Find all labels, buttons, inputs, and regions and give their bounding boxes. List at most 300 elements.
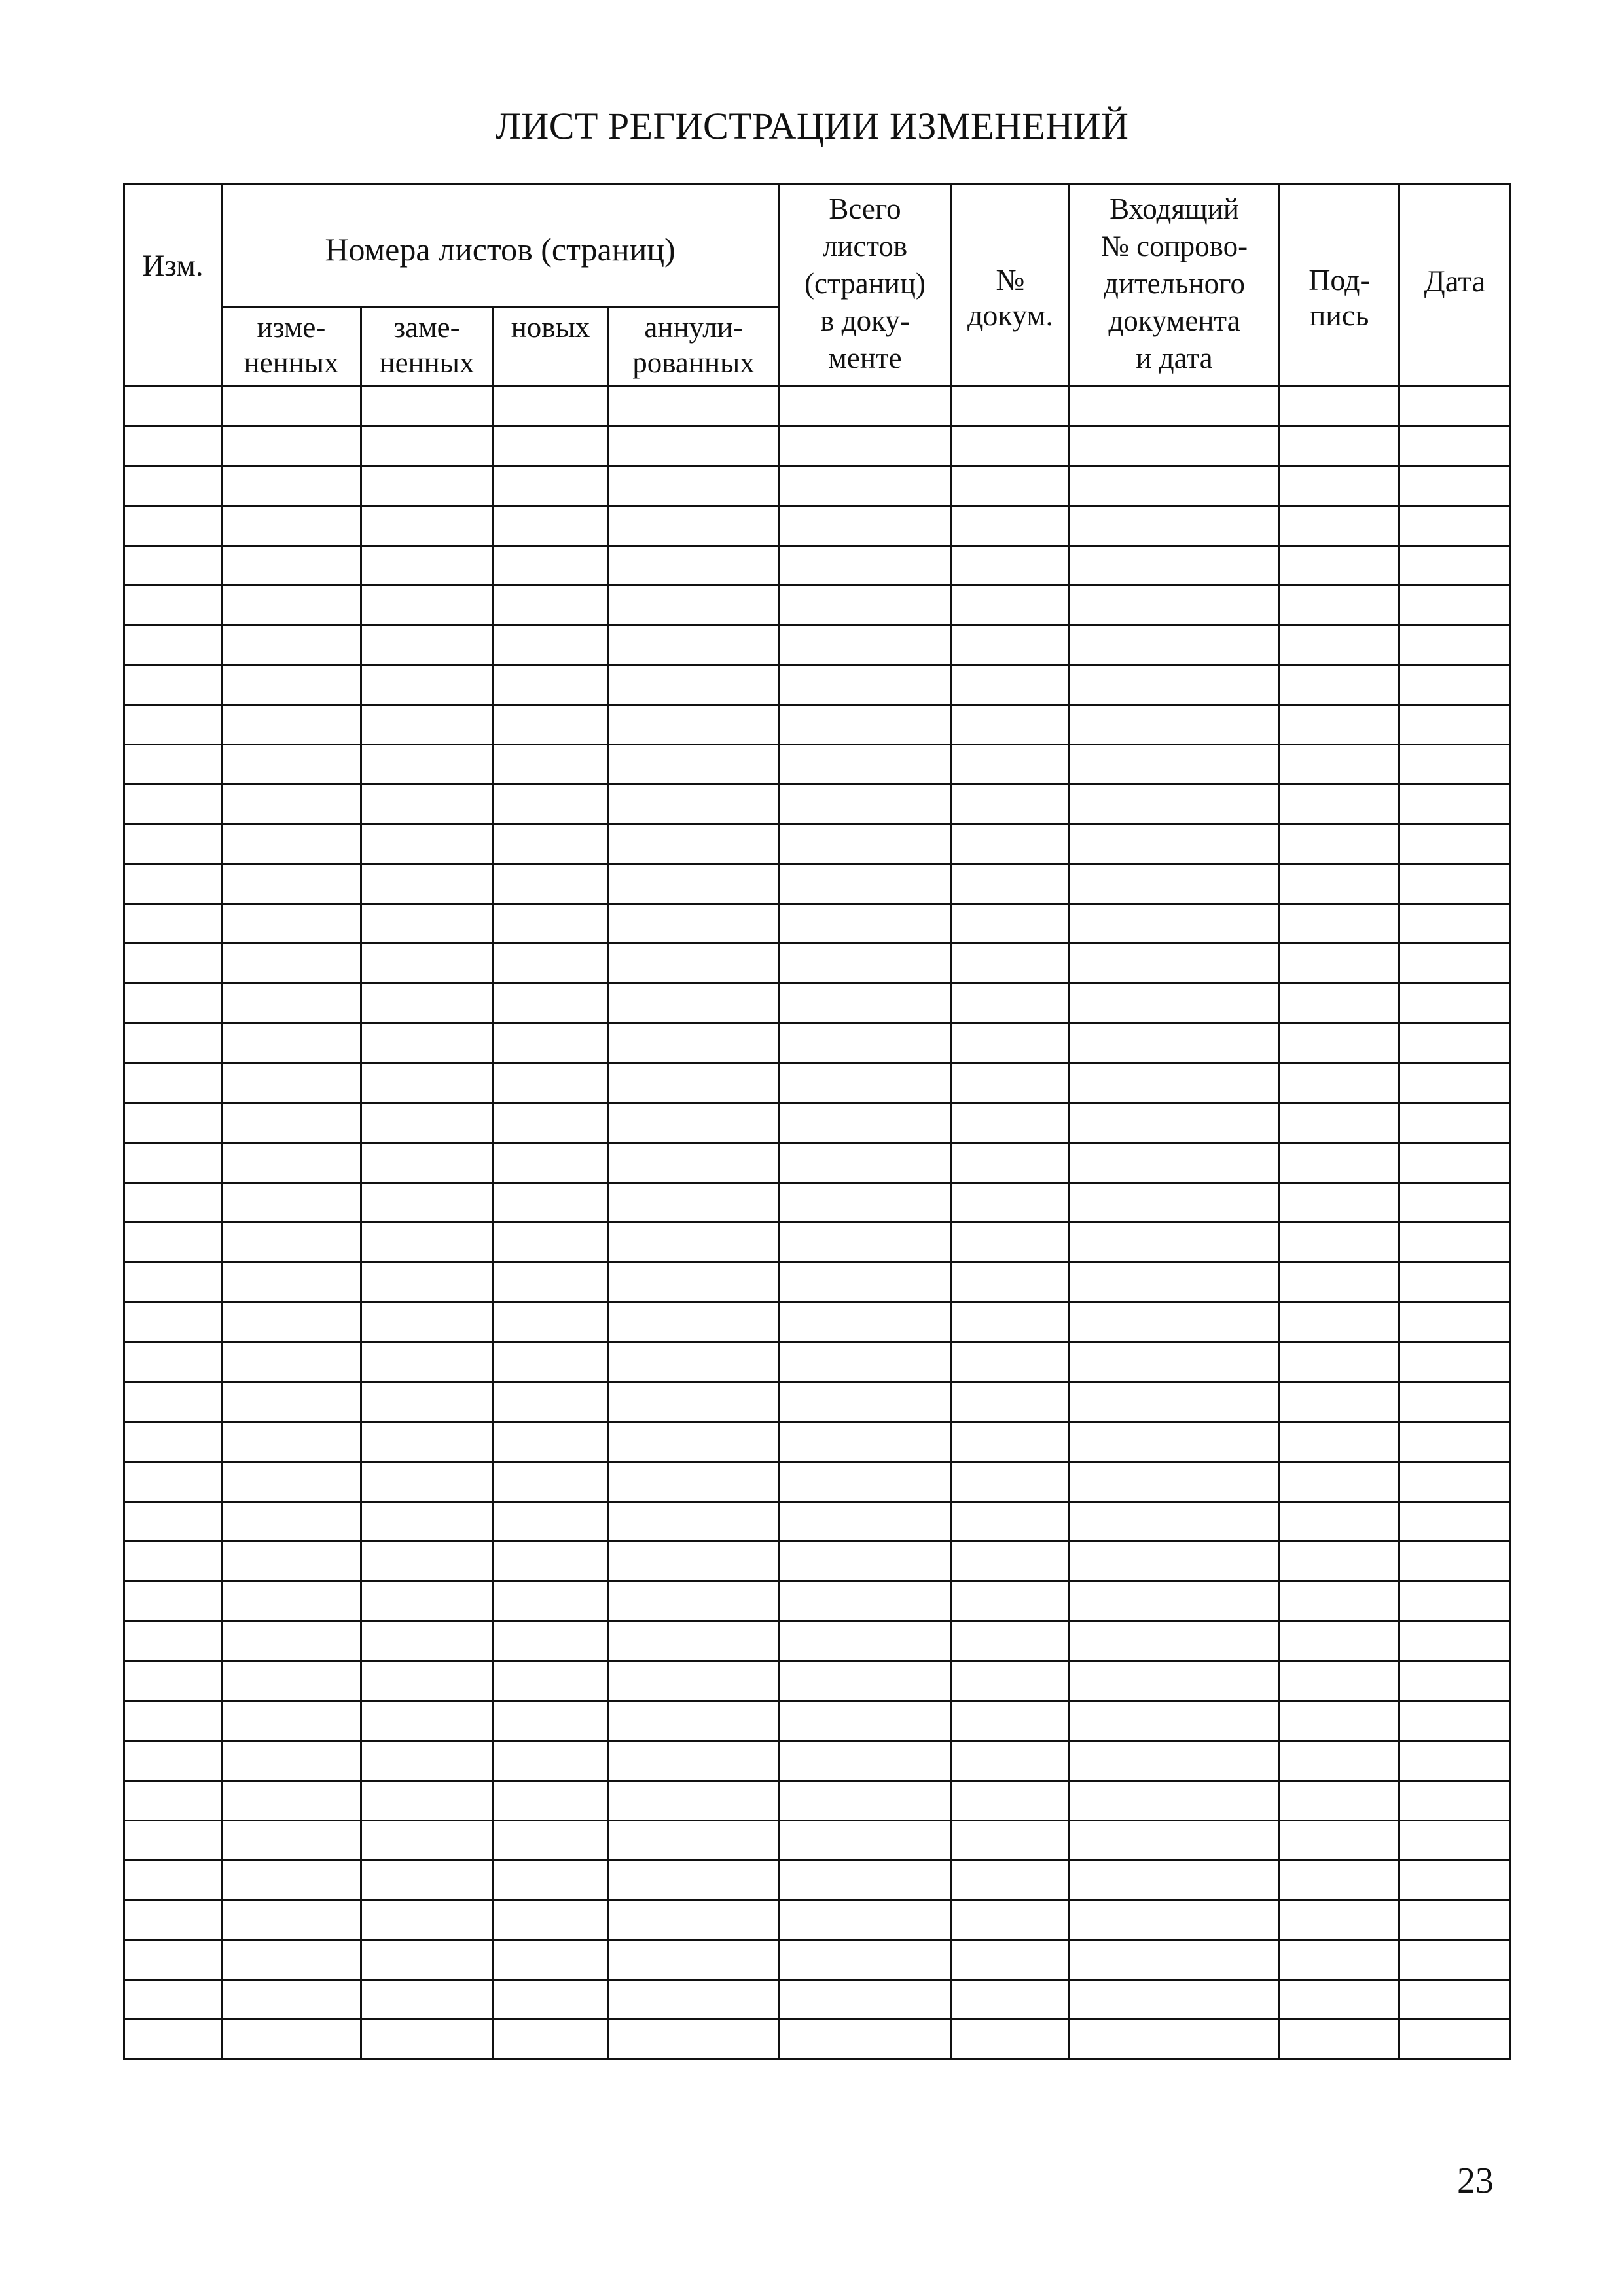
cell-signature [1280,1501,1399,1541]
cell-replaced [361,386,493,426]
cell-signature [1280,386,1399,426]
cell-incoming [1070,1740,1280,1780]
cell-replaced [361,625,493,665]
cell-izm [124,984,222,1024]
cell-doc-number [952,1860,1070,1900]
cell-doc-number [952,1422,1070,1462]
cell-new [493,1063,609,1103]
cell-incoming [1070,1501,1280,1541]
cell-changed [222,1183,361,1223]
cell-signature [1280,1462,1399,1501]
table-row [124,1462,1511,1501]
cell-annulled [609,904,779,944]
cell-new [493,1183,609,1223]
cell-signature [1280,1980,1399,2020]
cell-doc-number [952,1263,1070,1302]
cell-annulled [609,1820,779,1860]
cell-date [1399,1263,1511,1302]
cell-date [1399,585,1511,625]
change-registration-table [123,183,1511,2060]
cell-incoming [1070,1462,1280,1501]
cell-total-sheets [779,824,952,864]
cell-annulled [609,465,779,505]
cell-izm [124,1501,222,1541]
cell-incoming [1070,1063,1280,1103]
cell-changed [222,705,361,745]
cell-changed [222,1263,361,1302]
cell-signature [1280,2019,1399,2059]
cell-new [493,1342,609,1382]
cell-annulled [609,1024,779,1064]
cell-changed [222,1143,361,1183]
cell-changed [222,1581,361,1621]
cell-replaced [361,1024,493,1064]
cell-date [1399,1063,1511,1103]
cell-izm [124,425,222,465]
cell-signature [1280,1900,1399,1940]
cell-replaced [361,944,493,984]
cell-total-sheets [779,1621,952,1661]
cell-doc-number [952,665,1070,705]
cell-signature [1280,984,1399,1024]
cell-annulled [609,1700,779,1740]
cell-changed [222,864,361,904]
header-izm: Изм. [124,185,222,386]
cell-signature [1280,1860,1399,1900]
cell-incoming [1070,1103,1280,1143]
table-row [124,585,1511,625]
cell-date [1399,1302,1511,1342]
cell-new [493,1780,609,1820]
cell-replaced [361,665,493,705]
cell-signature [1280,1024,1399,1064]
table-row [124,1980,1511,2020]
cell-changed [222,984,361,1024]
cell-incoming [1070,1860,1280,1900]
cell-signature [1280,744,1399,784]
cell-signature [1280,1103,1399,1143]
cell-date [1399,1342,1511,1382]
cell-replaced [361,824,493,864]
cell-total-sheets [779,744,952,784]
cell-izm [124,545,222,585]
cell-date [1399,1024,1511,1064]
cell-new [493,625,609,665]
cell-date [1399,1541,1511,1581]
cell-replaced [361,984,493,1024]
cell-changed [222,425,361,465]
cell-doc-number [952,904,1070,944]
cell-signature [1280,1263,1399,1302]
cell-incoming [1070,984,1280,1024]
cell-total-sheets [779,1342,952,1382]
cell-izm [124,1223,222,1263]
cell-incoming [1070,2019,1280,2059]
cell-signature [1280,1382,1399,1422]
cell-izm [124,944,222,984]
cell-replaced [361,744,493,784]
cell-date [1399,505,1511,545]
cell-new [493,744,609,784]
cell-changed [222,505,361,545]
cell-doc-number [952,425,1070,465]
cell-izm [124,1820,222,1860]
cell-replaced [361,1740,493,1780]
table-row [124,1183,1511,1223]
cell-total-sheets [779,1820,952,1860]
cell-replaced [361,864,493,904]
cell-new [493,1462,609,1501]
cell-incoming [1070,1621,1280,1661]
table-row [124,1422,1511,1462]
cell-doc-number [952,1103,1070,1143]
cell-doc-number [952,1183,1070,1223]
cell-date [1399,545,1511,585]
cell-replaced [361,1103,493,1143]
cell-doc-number [952,1501,1070,1541]
cell-changed [222,1462,361,1501]
cell-new [493,665,609,705]
cell-izm [124,705,222,745]
cell-new [493,505,609,545]
cell-replaced [361,505,493,545]
cell-signature [1280,1700,1399,1740]
cell-izm [124,1621,222,1661]
cell-date [1399,1860,1511,1900]
cell-date [1399,1501,1511,1541]
cell-replaced [361,585,493,625]
cell-signature [1280,784,1399,824]
cell-changed [222,1382,361,1422]
cell-incoming [1070,425,1280,465]
cell-date [1399,386,1511,426]
cell-total-sheets [779,1541,952,1581]
header-incoming-document: Входящий № сопрово- дительного документа и дата [1070,185,1280,386]
cell-doc-number [952,1024,1070,1064]
cell-new [493,824,609,864]
cell-incoming [1070,1780,1280,1820]
cell-incoming [1070,625,1280,665]
cell-incoming [1070,705,1280,745]
cell-changed [222,1621,361,1661]
cell-izm [124,824,222,864]
cell-replaced [361,904,493,944]
cell-replaced [361,1302,493,1342]
cell-incoming [1070,1940,1280,1980]
cell-total-sheets [779,465,952,505]
cell-replaced [361,2019,493,2059]
cell-incoming [1070,1541,1280,1581]
cell-replaced [361,1661,493,1701]
cell-izm [124,1302,222,1342]
cell-annulled [609,824,779,864]
cell-replaced [361,1501,493,1541]
cell-date [1399,784,1511,824]
cell-total-sheets [779,1422,952,1462]
cell-annulled [609,1063,779,1103]
table-row [124,425,1511,465]
table-row [124,1900,1511,1940]
cell-annulled [609,705,779,745]
cell-new [493,1302,609,1342]
cell-izm [124,505,222,545]
cell-incoming [1070,944,1280,984]
cell-izm [124,1462,222,1501]
cell-incoming [1070,1143,1280,1183]
cell-replaced [361,1581,493,1621]
cell-total-sheets [779,1103,952,1143]
cell-date [1399,1900,1511,1940]
cell-date [1399,1183,1511,1223]
cell-incoming [1070,824,1280,864]
cell-new [493,1980,609,2020]
cell-annulled [609,944,779,984]
cell-changed [222,1700,361,1740]
cell-total-sheets [779,1223,952,1263]
cell-incoming [1070,665,1280,705]
cell-changed [222,625,361,665]
cell-doc-number [952,1342,1070,1382]
cell-doc-number [952,705,1070,745]
cell-doc-number [952,1621,1070,1661]
cell-doc-number [952,1581,1070,1621]
page-title: ЛИСТ РЕГИСТРАЦИИ ИЗМЕНЕНИЙ [495,105,1129,147]
cell-incoming [1070,545,1280,585]
cell-new [493,1501,609,1541]
table-row [124,1621,1511,1661]
cell-izm [124,744,222,784]
table-row [124,1541,1511,1581]
cell-incoming [1070,1342,1280,1382]
cell-changed [222,904,361,944]
cell-izm [124,1382,222,1422]
cell-annulled [609,1661,779,1701]
cell-annulled [609,1422,779,1462]
cell-changed [222,1342,361,1382]
cell-izm [124,1143,222,1183]
cell-doc-number [952,1382,1070,1422]
cell-annulled [609,1143,779,1183]
cell-new [493,864,609,904]
cell-incoming [1070,1024,1280,1064]
cell-new [493,1661,609,1701]
header-changed: изме- ненных [222,308,361,386]
cell-replaced [361,1700,493,1740]
cell-incoming [1070,1820,1280,1860]
table-row [124,1382,1511,1422]
table-row [124,864,1511,904]
table-row [124,944,1511,984]
cell-date [1399,425,1511,465]
cell-signature [1280,1302,1399,1342]
cell-total-sheets [779,665,952,705]
cell-date [1399,1740,1511,1780]
cell-incoming [1070,1661,1280,1701]
header-date: Дата [1399,185,1511,386]
cell-date [1399,1581,1511,1621]
cell-doc-number [952,1940,1070,1980]
cell-changed [222,1223,361,1263]
cell-izm [124,1024,222,1064]
cell-izm [124,1103,222,1143]
cell-doc-number [952,864,1070,904]
cell-new [493,784,609,824]
table-row [124,984,1511,1024]
cell-new [493,2019,609,2059]
cell-total-sheets [779,1382,952,1422]
cell-replaced [361,1860,493,1900]
cell-incoming [1070,864,1280,904]
cell-total-sheets [779,1501,952,1541]
cell-signature [1280,824,1399,864]
cell-new [493,1581,609,1621]
cell-annulled [609,505,779,545]
cell-annulled [609,1740,779,1780]
cell-new [493,1740,609,1780]
table-row [124,824,1511,864]
cell-new [493,545,609,585]
cell-new [493,1103,609,1143]
cell-izm [124,386,222,426]
cell-izm [124,2019,222,2059]
table-row [124,505,1511,545]
header-replaced: заме- ненных [361,308,493,386]
cell-replaced [361,1940,493,1980]
cell-total-sheets [779,904,952,944]
cell-replaced [361,1143,493,1183]
cell-date [1399,1143,1511,1183]
cell-izm [124,1900,222,1940]
table-row [124,1661,1511,1701]
cell-doc-number [952,386,1070,426]
header-doc-number: № докум. [952,185,1070,386]
cell-replaced [361,1980,493,2020]
cell-changed [222,1900,361,1940]
table-row [124,386,1511,426]
cell-total-sheets [779,386,952,426]
cell-izm [124,585,222,625]
cell-annulled [609,425,779,465]
cell-changed [222,585,361,625]
cell-date [1399,705,1511,745]
cell-total-sheets [779,1024,952,1064]
cell-signature [1280,1342,1399,1382]
cell-new [493,425,609,465]
cell-signature [1280,1541,1399,1581]
cell-replaced [361,425,493,465]
cell-incoming [1070,1980,1280,2020]
cell-incoming [1070,585,1280,625]
cell-new [493,705,609,745]
cell-replaced [361,1541,493,1581]
cell-changed [222,1661,361,1701]
cell-changed [222,386,361,426]
cell-date [1399,904,1511,944]
cell-doc-number [952,1462,1070,1501]
cell-new [493,1860,609,1900]
table-row [124,1700,1511,1740]
cell-changed [222,1780,361,1820]
cell-date [1399,2019,1511,2059]
cell-signature [1280,545,1399,585]
table-row [124,904,1511,944]
cell-signature [1280,505,1399,545]
cell-annulled [609,1382,779,1422]
table-row [124,1940,1511,1980]
cell-incoming [1070,1263,1280,1302]
cell-signature [1280,425,1399,465]
cell-signature [1280,1581,1399,1621]
cell-annulled [609,784,779,824]
cell-signature [1280,625,1399,665]
cell-date [1399,1462,1511,1501]
cell-doc-number [952,1661,1070,1701]
cell-signature [1280,1940,1399,1980]
cell-doc-number [952,824,1070,864]
table-row [124,1063,1511,1103]
cell-izm [124,465,222,505]
cell-new [493,386,609,426]
cell-izm [124,784,222,824]
cell-izm [124,665,222,705]
table-row [124,1143,1511,1183]
cell-signature [1280,944,1399,984]
cell-annulled [609,1103,779,1143]
cell-changed [222,1980,361,2020]
cell-total-sheets [779,625,952,665]
cell-signature [1280,1621,1399,1661]
cell-total-sheets [779,2019,952,2059]
cell-total-sheets [779,425,952,465]
cell-annulled [609,1940,779,1980]
cell-signature [1280,585,1399,625]
cell-izm [124,1342,222,1382]
cell-date [1399,1700,1511,1740]
cell-incoming [1070,1422,1280,1462]
cell-changed [222,545,361,585]
cell-total-sheets [779,1700,952,1740]
cell-doc-number [952,1980,1070,2020]
cell-doc-number [952,1541,1070,1581]
cell-date [1399,1223,1511,1263]
cell-annulled [609,1302,779,1342]
table-row [124,1223,1511,1263]
cell-signature [1280,1422,1399,1462]
cell-replaced [361,465,493,505]
cell-doc-number [952,784,1070,824]
cell-changed [222,744,361,784]
cell-replaced [361,1621,493,1661]
cell-total-sheets [779,1780,952,1820]
cell-annulled [609,1621,779,1661]
cell-date [1399,625,1511,665]
cell-doc-number [952,1700,1070,1740]
cell-date [1399,1820,1511,1860]
cell-new [493,1143,609,1183]
cell-annulled [609,1860,779,1900]
page-number: 23 [1457,2161,1494,2201]
cell-signature [1280,1780,1399,1820]
cell-izm [124,1422,222,1462]
cell-doc-number [952,505,1070,545]
cell-signature [1280,1661,1399,1701]
cell-annulled [609,1581,779,1621]
cell-annulled [609,625,779,665]
table-row [124,744,1511,784]
cell-signature [1280,1063,1399,1103]
cell-replaced [361,705,493,745]
cell-new [493,1541,609,1581]
